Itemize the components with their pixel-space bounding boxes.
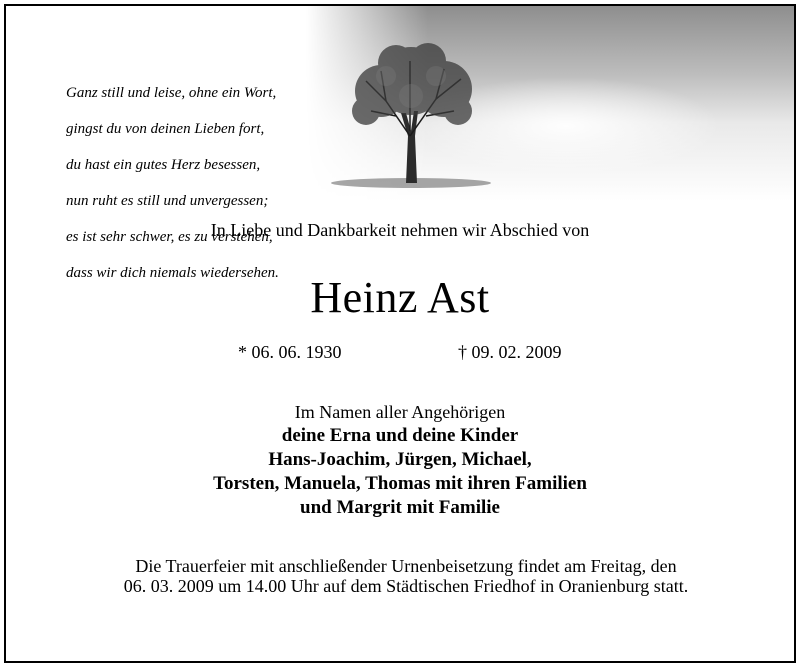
family-line: Torsten, Manuela, Thomas mit ihren Familien [213,473,587,494]
poem-line: gingst du von deinen Lieben fort, [66,121,265,137]
death-date: † 09. 02. 2009 [458,342,562,362]
intro-text: In Liebe und Dankbarkeit nehmen wir Abschied von [210,220,590,240]
poem-line: es ist sehr schwer, es zu verstehen, [66,229,273,245]
poem-line: Ganz still und leise, ohne ein Wort, [66,85,277,101]
obituary-card [4,4,796,663]
funeral-notice-line: 06. 03. 2009 um 14.00 Uhr auf dem Städtischen Friedhof in Oranienburg statt. [123,576,689,596]
deceased-name: Heinz Ast [310,273,490,322]
poem [66,66,376,300]
poem-line: dass wir dich niemals wiedersehen. [66,265,279,281]
poem-line: nun ruht es still und unvergessen; [66,193,269,209]
birth-date: * 06. 06. 1930 [238,342,342,362]
funeral-notice [56,556,756,596]
signoff [6,400,794,520]
poem-line: du hast ein gutes Herz besessen, [66,157,261,173]
family-line: und Margrit mit Familie [300,497,500,518]
funeral-notice-line: Die Trauerfeier mit anschließender Urnenbeisetzung findet am Freitag, den [135,556,677,576]
family-line: deine Erna und deine Kinder [281,425,519,446]
family-line: Hans-Joachim, Jürgen, Michael, [268,449,532,470]
signoff-lead: Im Namen aller Angehörigen [294,402,506,422]
